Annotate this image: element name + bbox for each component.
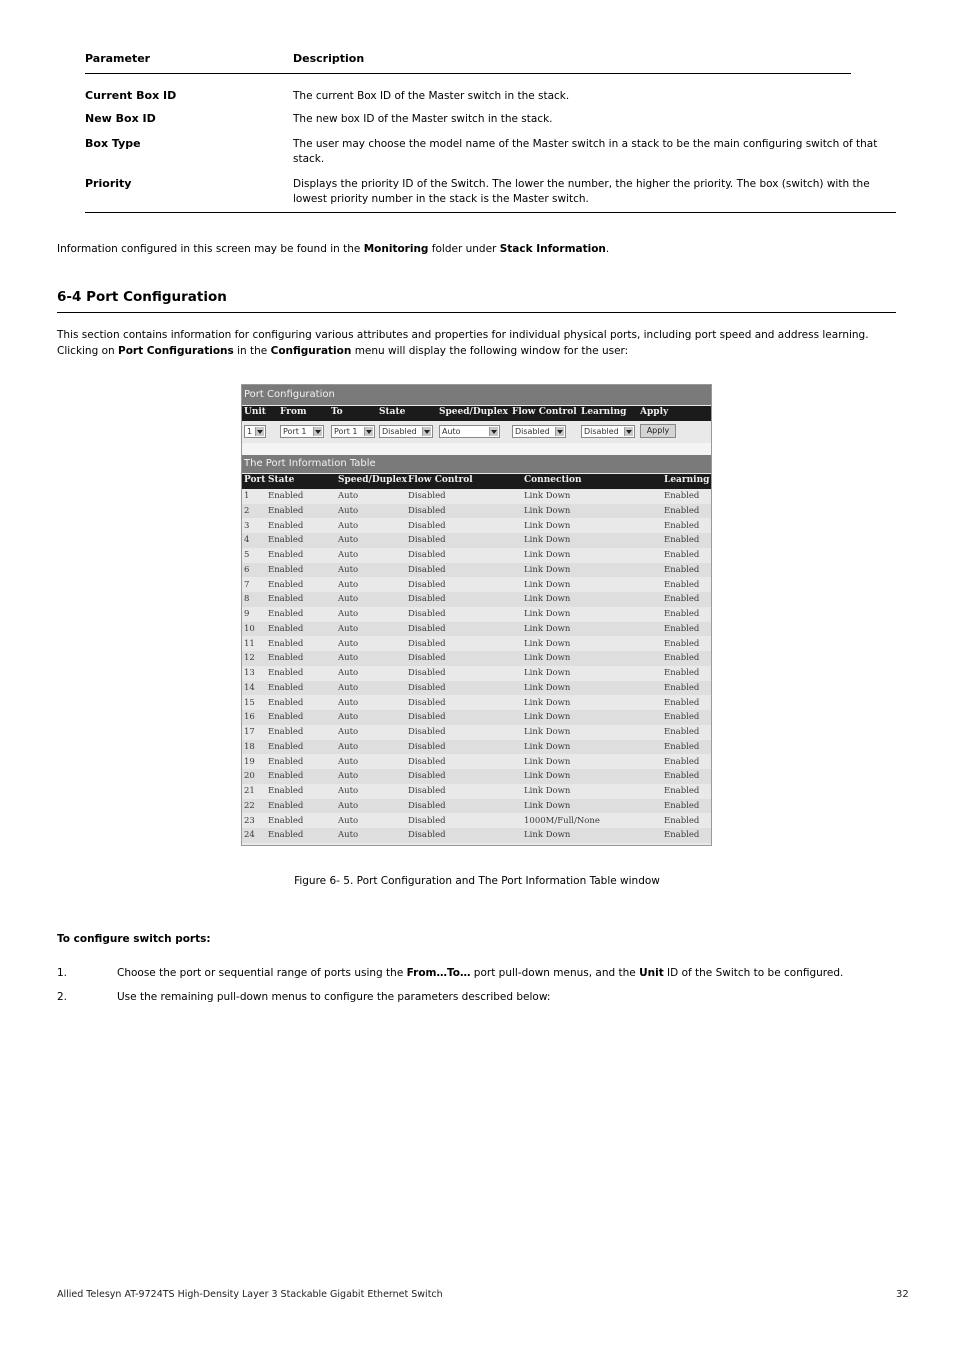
param-desc: The new box ID of the Master switch in the stack. [293,113,553,125]
table-cell: Auto [338,550,359,560]
table-cell: Link Down [524,800,571,811]
table-cell: 7 [244,579,250,590]
table-cell: Auto [338,491,359,501]
table-cell: Link Down [524,682,571,693]
table-cell: 19 [244,756,255,767]
table-cell: Link Down [524,697,571,708]
table-cell: Enabled [664,800,700,811]
table-cell: Enabled [664,712,700,723]
table-cell: Disabled [408,594,446,605]
chevron-down-icon [313,427,322,436]
table-cell: Enabled [664,564,700,575]
table-cell: Disabled [408,830,446,841]
table-cell: Enabled [268,505,304,516]
table-cell: 23 [244,815,255,826]
select-value: Disabled [515,427,550,436]
table-cell: Auto [338,697,359,708]
col-header: Speed/Duplex [338,475,407,485]
table-cell: Auto [338,727,359,737]
table-row [242,799,711,814]
select-value: Port 1 [334,427,358,436]
table-cell: Auto [338,756,359,767]
table-row [242,592,711,607]
param-desc: The current Box ID of the Master switch in the stack. [293,90,570,102]
table-cell: Auto [338,653,359,664]
param-desc: Displays the priority ID of the Switch. The lower the number, the higher the priority. The box (switch) with the lowest priority number in the stack is the Master switch. [293,178,870,205]
table-cell: Auto [338,800,359,811]
text-run: folder under [428,243,500,255]
bold-run: Port Configurations [118,345,234,357]
table-cell: 18 [244,741,255,752]
table-cell: Enabled [664,727,700,737]
table-row [242,578,711,593]
table-cell: Link Down [524,505,571,516]
col-header: To [331,407,343,417]
col-header: Learning [664,475,710,485]
col-header: Flow Control [512,407,577,417]
table-cell: Link Down [524,668,571,678]
table-cell: Disabled [408,800,446,811]
section-title: 6-4 Port Configuration [57,289,227,305]
table-cell: Disabled [408,609,446,619]
table-cell: 15 [244,697,255,708]
table-cell: Disabled [408,756,446,767]
text-run: . [605,243,610,255]
table-cell: Disabled [408,564,446,575]
table-cell: Enabled [268,815,304,826]
window-title: Port Configuration [242,385,711,405]
table-cell: Link Down [524,609,571,619]
table-row [242,607,711,622]
table-cell: 17 [244,727,255,737]
table-cell: Auto [338,594,359,605]
table-cell: Enabled [268,712,304,723]
table-cell: Link Down [524,550,571,560]
table-cell: Enabled [268,579,304,590]
step-text: Use the remaining pull-down menus to configure the parameters described below: [117,991,551,1003]
table-cell: Enabled [268,668,304,678]
table-cell: Enabled [268,741,304,752]
table-cell: Auto [338,505,359,516]
table-cell: Disabled [408,786,446,796]
text-run: This section contains information for configuring various attributes and properties for individual physical ports, including port speed and address learning. Clicking on [57,329,869,357]
table-cell: Link Down [524,623,571,634]
table-cell: Enabled [664,741,700,752]
table-cell: Link Down [524,564,571,575]
table-row [242,519,711,534]
step-text [117,967,843,979]
col-header: Connection [524,475,582,485]
table-row [242,637,711,652]
table-cell: Disabled [408,741,446,752]
table-cell: Link Down [524,579,571,590]
table-row [242,666,711,681]
table-row [242,563,711,578]
table-cell: 21 [244,786,255,796]
port-configuration-window [242,385,711,845]
table-cell: Link Down [524,520,571,531]
table-row [242,710,711,725]
table-cell: Auto [338,564,359,575]
flow-control-select[interactable] [512,425,566,438]
table-row [242,622,711,637]
table-cell: 5 [244,550,250,560]
step-number: 1. [57,967,68,979]
col-header: Unit [244,407,266,417]
chevron-down-icon [255,427,264,436]
text-run: menu will display the following window for the user: [351,345,629,357]
config-header-row [242,406,711,421]
table-cell: Disabled [408,638,446,649]
select-value: Auto [442,427,461,436]
table-row [242,755,711,770]
col-header: Speed/Duplex [439,407,508,417]
table-cell: Auto [338,682,359,693]
col-header: Apply [640,407,669,417]
table-cell: Enabled [268,682,304,693]
section-rule [57,312,896,313]
table-cell: Enabled [664,638,700,649]
section-paragraph [57,327,897,359]
table-cell: Enabled [268,594,304,605]
table-cell: Auto [338,668,359,678]
desc-header: Description [293,52,365,65]
table-cell: Enabled [664,771,700,782]
table-row [242,504,711,519]
text-run: Choose the port or sequential range of ports using the [117,967,407,979]
table-cell: Auto [338,535,359,546]
table-cell: Enabled [664,756,700,767]
table-cell: 8 [244,594,250,605]
table-cell: Enabled [664,815,700,826]
table-cell: Disabled [408,505,446,516]
table-cell: 6 [244,564,250,575]
table-cell: Enabled [268,727,304,737]
table-cell: Auto [338,623,359,634]
table-row [242,725,711,740]
header-rule [85,73,851,74]
table-cell: Link Down [524,638,571,649]
table-cell: Auto [338,741,359,752]
table-cell: Enabled [664,579,700,590]
chevron-down-icon [624,427,633,436]
table-cell: Enabled [268,535,304,546]
param-name: Priority [85,177,132,190]
table-row [242,784,711,799]
chevron-down-icon [422,427,431,436]
table-cell: Enabled [268,623,304,634]
col-header: From [280,407,307,417]
table-cell: Link Down [524,712,571,723]
text-run: Information configured in this screen may be found in the [57,243,364,255]
procedure-heading: To configure switch ports: [57,933,211,945]
port-info-header-row [242,474,711,489]
table-cell: Disabled [408,682,446,693]
table-cell: 13 [244,668,255,678]
table-cell: Disabled [408,771,446,782]
table-cell: 22 [244,800,255,811]
table-cell: 3 [244,520,250,531]
table-cell: Enabled [664,609,700,619]
col-header: State [268,475,295,485]
table-cell: Link Down [524,756,571,767]
bold-run: Stack Information [499,243,606,255]
table-cell: Link Down [524,771,571,782]
table-cell: Disabled [408,653,446,664]
table-row [242,769,711,784]
table-cell: Link Down [524,491,571,501]
table-cell: Auto [338,712,359,723]
table-row [242,548,711,563]
table-cell: Enabled [268,771,304,782]
table-cell: 14 [244,682,255,693]
select-value: Port 1 [283,427,307,436]
table-cell: Enabled [664,594,700,605]
table-cell: Enabled [664,520,700,531]
table-row [242,828,711,843]
table-cell: 1 [244,491,250,501]
table-bottom-rule [85,212,896,213]
to-port-select[interactable] [331,425,375,438]
table-cell: 10 [244,623,255,634]
param-name: Current Box ID [85,89,177,102]
table-cell: Link Down [524,653,571,664]
table-cell: Enabled [268,609,304,619]
step-number: 2. [57,991,68,1003]
table-cell: Enabled [664,697,700,708]
table-cell: Disabled [408,579,446,590]
table-cell: Enabled [268,786,304,796]
table-cell: Enabled [268,800,304,811]
learning-select[interactable] [581,425,635,438]
port-info-table-title: The Port Information Table [242,455,711,473]
bold-run: From…To… [406,967,471,979]
table-cell: Auto [338,609,359,619]
table-cell: Disabled [408,491,446,501]
table-cell: 16 [244,712,255,723]
table-cell: Enabled [268,638,304,649]
select-value: 1 [247,427,253,436]
table-cell: Enabled [664,668,700,678]
table-cell: Auto [338,815,359,826]
table-cell: 1000M/Full/None [524,815,600,826]
table-cell: Auto [338,786,359,796]
table-cell: Disabled [408,550,446,560]
param-header: Parameter [85,52,151,65]
table-cell: Link Down [524,741,571,752]
text-run: port pull-down menus, and the [470,967,640,979]
table-cell: Enabled [664,535,700,546]
apply-button[interactable]: Apply [640,424,676,438]
table-cell: Disabled [408,668,446,678]
table-cell: Enabled [268,491,304,501]
col-header: State [379,407,406,417]
table-cell: Disabled [408,520,446,531]
table-cell: Enabled [664,550,700,560]
table-row [242,533,711,548]
table-cell: 11 [244,638,255,649]
bold-run: Unit [639,967,664,979]
bold-run: Configuration [270,345,352,357]
col-header: Flow Control [408,475,473,485]
param-desc: The user may choose the model name of the Master switch in a stack to be the main configuring switch of that stack. [293,138,878,165]
col-header: Port [244,475,266,485]
table-cell: Auto [338,771,359,782]
table-cell: Auto [338,638,359,649]
chevron-down-icon [489,427,498,436]
table-cell: 24 [244,830,255,841]
table-cell: 2 [244,505,250,516]
info-paragraph [57,241,897,257]
unit-select[interactable] [244,425,266,438]
speed-duplex-select[interactable] [439,425,500,438]
page-number: 32 [896,1289,909,1300]
table-cell: Enabled [664,830,700,841]
table-cell: Enabled [268,550,304,560]
table-cell: Link Down [524,786,571,796]
text-run: in the [233,345,271,357]
table-cell: Disabled [408,815,446,826]
table-cell: Enabled [268,653,304,664]
table-row [242,651,711,666]
table-cell: Enabled [268,697,304,708]
table-cell: 4 [244,535,250,546]
table-cell: Disabled [408,727,446,737]
table-cell: Enabled [664,653,700,664]
table-cell: Link Down [524,727,571,737]
config-controls-row [242,422,711,442]
bold-run: Monitoring [363,243,429,255]
table-cell: Auto [338,579,359,590]
figure-caption: Figure 6- 5. Port Configuration and The Port Information Table window [294,875,660,887]
table-cell: 12 [244,653,255,664]
table-cell: 9 [244,609,250,619]
table-cell: Enabled [268,830,304,841]
param-name: New Box ID [85,112,156,125]
table-cell: Auto [338,520,359,531]
col-header: Learning [581,407,627,417]
from-port-select[interactable] [280,425,324,438]
table-cell: Link Down [524,594,571,605]
table-row [242,740,711,755]
table-cell: Disabled [408,535,446,546]
table-cell: Enabled [664,623,700,634]
state-select[interactable] [379,425,433,438]
table-cell: Disabled [408,623,446,634]
table-cell: Enabled [268,564,304,575]
table-cell: Enabled [664,491,700,501]
table-cell: Enabled [664,682,700,693]
table-cell: Auto [338,830,359,841]
spacer-stripe [242,443,711,455]
chevron-down-icon [555,427,564,436]
table-cell: Enabled [664,786,700,796]
table-row [242,814,711,829]
table-cell: Disabled [408,697,446,708]
select-value: Disabled [382,427,417,436]
table-row [242,696,711,711]
table-row [242,681,711,696]
footer-product: Allied Telesyn AT-9724TS High-Density Layer 3 Stackable Gigabit Ethernet Switch [57,1289,443,1300]
table-cell: Disabled [408,712,446,723]
chevron-down-icon [364,427,373,436]
table-cell: Link Down [524,535,571,546]
table-row [242,489,711,504]
table-cell: Link Down [524,830,571,841]
text-run: ID of the Switch to be configured. [663,967,844,979]
table-cell: Enabled [664,505,700,516]
param-name: Box Type [85,137,141,150]
select-value: Disabled [584,427,619,436]
table-cell: Enabled [268,520,304,531]
table-cell: 20 [244,771,255,782]
table-cell: Enabled [268,756,304,767]
